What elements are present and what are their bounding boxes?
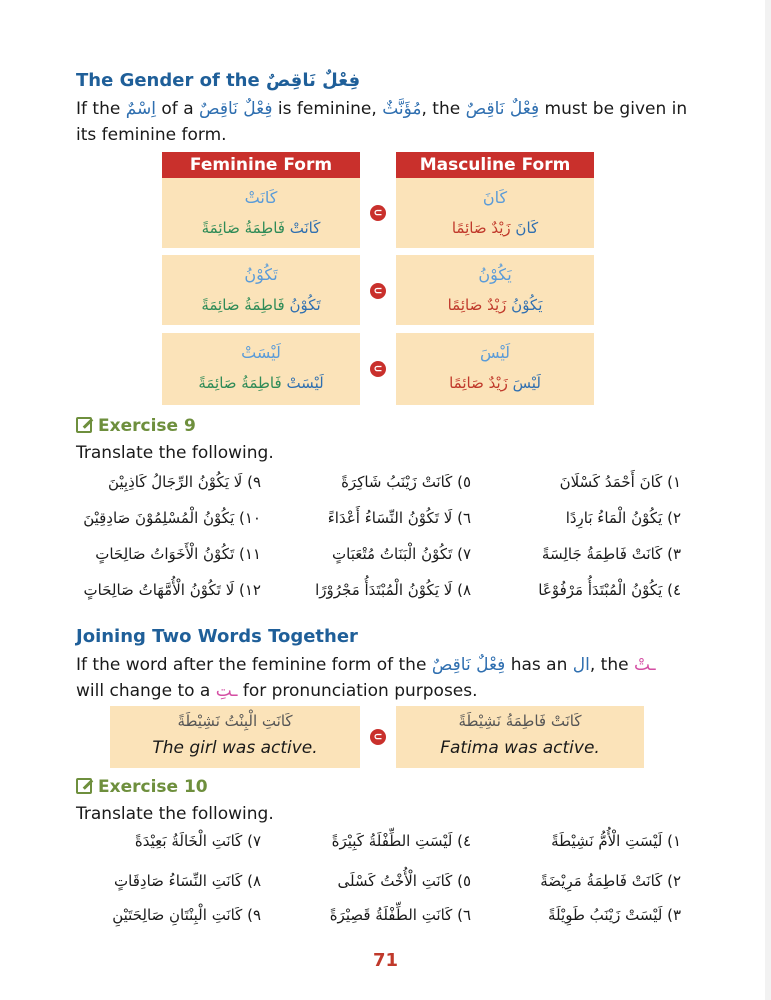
exercise-item: ٣) لَيْسَتْ زَيْنَبُ طَوِيْلَةً [548, 906, 681, 924]
verb: كَانَتْ [244, 188, 278, 207]
exercise-10-heading [76, 777, 208, 797]
exercise-title: Exercise 10 [98, 777, 208, 797]
exercise-item: ٣) كَانَتْ فَاطِمَةُ جَالِسَةً [541, 545, 681, 563]
pencil-icon [76, 417, 92, 433]
exercise-item: ٨) لَا يَكُوْنُ الْمُبْتَدَأُ مَجْرُوْرًا [315, 581, 471, 599]
example-rest: فَاطِمَةُ صَائِمَةً [198, 374, 282, 392]
text: has an [510, 655, 568, 675]
masculine-cell-1 [396, 178, 594, 248]
joining-example-left [110, 706, 360, 768]
heading-text: The Gender of the [76, 70, 260, 91]
arabic-term: فِعْلٌ نَاقِصٌ [465, 99, 540, 119]
feminine-form-header: Feminine Form [162, 152, 360, 178]
joining-paragraph [76, 652, 696, 704]
arrow-icon: ⊂ [370, 729, 386, 745]
example-verb: كَانَتْ [289, 219, 321, 237]
verb: كَانَ [482, 188, 508, 207]
arabic-term: ال [572, 655, 590, 675]
example-verb: لَيْسَ [512, 374, 541, 392]
masculine-form-header: Masculine Form [396, 152, 594, 178]
example-rest: زَيْدٌ صَائِمًا [451, 219, 511, 237]
exercise-item: ٥) كَانَتْ زَيْنَبُ شَاكِرَةً [341, 473, 471, 491]
arabic-term: مُؤَنَّثٌ [382, 99, 422, 119]
exercise-item: ٢) كَانَتْ فَاطِمَةُ مَرِيْضَةً [540, 872, 681, 890]
text: , the [421, 99, 461, 119]
example-verb: يَكُوْنُ [511, 296, 543, 314]
exercise-9-heading [76, 416, 196, 436]
pencil-icon [76, 778, 92, 794]
feminine-cell-2 [162, 255, 360, 325]
exercise-9-instruction: Translate the following. [76, 443, 274, 463]
arabic-example: كَانَتِ الْبِنْتُ نَشِيْطَةً [177, 712, 293, 730]
verb: يَكُوْنُ [478, 265, 512, 284]
example-rest: فَاطِمَةُ صَائِمَةً [201, 296, 285, 314]
exercise-item: ٩) كَانَتِ الْبِنْتَانِ صَالِحَتَيْنِ [112, 906, 261, 924]
exercise-item: ٤) يَكُوْنُ الْمُبْتَدَأُ مَرْفُوْعًا [538, 581, 681, 599]
gender-paragraph [76, 96, 696, 148]
arrow-icon: ⊂ [370, 283, 386, 299]
arrow-icon: ⊂ [370, 205, 386, 221]
exercise-item: ٨) كَانَتِ النِّسَاءُ صَادِقَاتٍ [114, 872, 261, 890]
arrow-icon: ⊂ [370, 361, 386, 377]
exercise-item: ١١) تَكُوْنُ الْأَخَوَاتُ صَالِحَاتٍ [95, 545, 261, 563]
exercise-item: ١٠) يَكُوْنُ الْمُسْلِمُوْنَ صَادِقِيْنَ [83, 509, 261, 527]
example-rest: زَيْدٌ صَائِمًا [449, 374, 508, 392]
exercise-item: ٩) لَا يَكُوْنُ الرِّجَالُ كَاذِبِيْنَ [107, 473, 261, 491]
text: , the [589, 655, 629, 675]
page-edge [765, 0, 771, 1000]
verb: تَكُوْنُ [244, 265, 278, 284]
example-rest: فَاطِمَةُ صَائِمَةً [201, 219, 285, 237]
arabic-term: فِعْلٌ نَاقِصٌ [431, 655, 506, 675]
feminine-cell-1 [162, 178, 360, 248]
feminine-cell-3 [162, 333, 360, 405]
arabic-example: كَانَتْ فَاطِمَةُ نَشِيْطَةً [458, 712, 582, 730]
example-rest: زَيْدٌ صَائِمًا [447, 296, 507, 314]
verb: لَيْسَ [479, 343, 511, 362]
text: for pronunciation purposes. [242, 681, 478, 701]
exercise-item: ٥) كَانَتِ الْأُخْتُ كَسْلَى [337, 872, 471, 890]
text: is feminine, [277, 99, 377, 119]
exercise-item: ١) كَانَ أَحْمَدُ كَسْلَانَ [559, 473, 681, 491]
text: of a [161, 99, 194, 119]
arabic-term: ـتِ [215, 681, 238, 701]
text: its feminine form. [76, 125, 227, 145]
joining-example-right [396, 706, 644, 768]
exercise-item: ٧) كَانَتِ الْخَالَةُ بَعِيْدَةً [134, 832, 261, 850]
arabic-term: اِسْمٌ [125, 99, 156, 119]
section-heading-joining: Joining Two Words Together [76, 626, 358, 647]
masculine-cell-2 [396, 255, 594, 325]
heading-arabic: فِعْلٌ نَاقِصٌ [265, 70, 361, 91]
example-verb: لَيْسَتْ [286, 374, 324, 392]
text: must be given in [544, 99, 688, 119]
arabic-term: ـتْ [633, 655, 656, 675]
text: If the word after the feminine form of the [76, 655, 427, 675]
text: If the [76, 99, 121, 119]
exercise-item: ٦) كَانَتِ الطِّفْلَةُ قَصِيْرَةً [329, 906, 471, 924]
text: will change to a [76, 681, 211, 701]
section-heading-gender [76, 70, 360, 91]
page-number: 71 [372, 950, 399, 971]
exercise-10-instruction: Translate the following. [76, 804, 274, 824]
example-verb: تَكُوْنُ [289, 296, 321, 314]
arabic-term: فِعْلٌ نَاقِصٌ [199, 99, 273, 119]
exercise-item: ٢) يَكُوْنُ الْمَاءُ بَارِدًا [565, 509, 681, 527]
english-translation: The girl was active. [152, 738, 318, 758]
exercise-item: ١) لَيْسَتِ الْأُمُّ نَشِيْطَةً [551, 832, 681, 850]
verb: لَيْسَتْ [241, 343, 281, 362]
masculine-cell-3 [396, 333, 594, 405]
exercise-item: ١٢) لَا تَكُوْنُ الْأُمَّهَاتُ صَالِحَاتٍ [83, 581, 261, 599]
exercise-item: ٤) لَيْسَتِ الطِّفْلَةُ كَبِيْرَةً [331, 832, 471, 850]
english-translation: Fatima was active. [440, 738, 600, 758]
exercise-item: ٧) تَكُوْنُ الْبَنَاتُ مُتْعَبَاتٍ [332, 545, 471, 563]
exercise-title: Exercise 9 [98, 416, 196, 436]
example-verb: كَانَ [515, 219, 539, 237]
exercise-item: ٦) لَا تَكُوْنُ النِّسَاءُ أَعْدَاءً [327, 509, 471, 527]
